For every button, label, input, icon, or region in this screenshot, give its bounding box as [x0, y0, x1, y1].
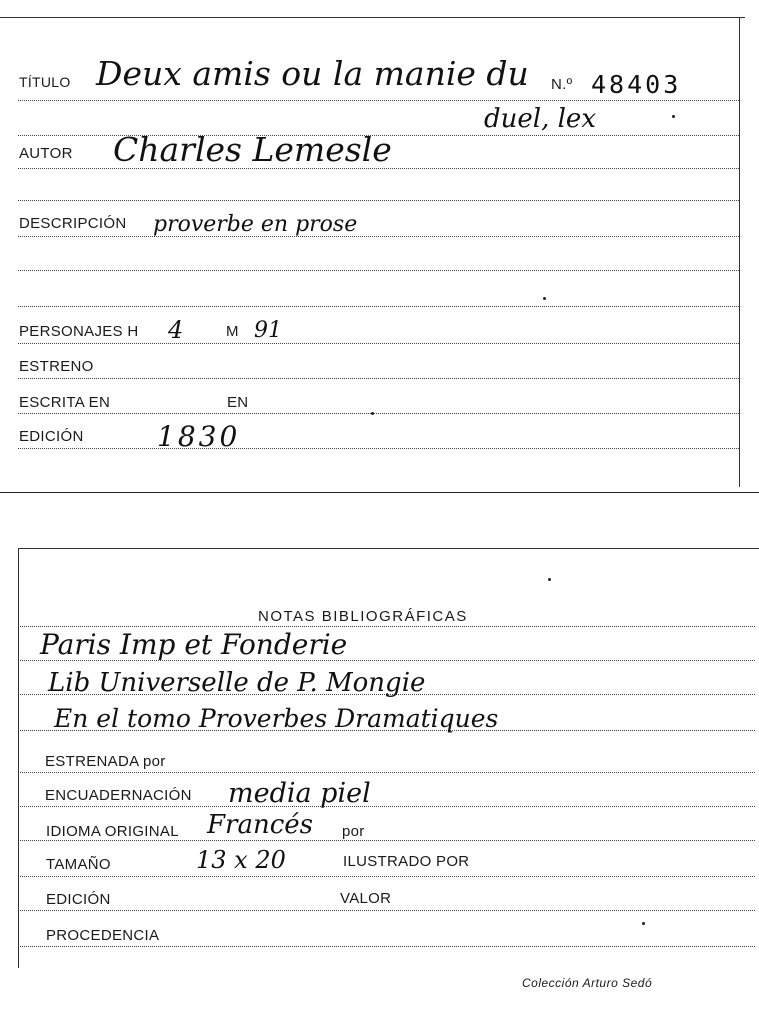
ilustrado-label: ILUSTRADO POR	[343, 853, 470, 870]
autor-value: Charles Lemesle	[113, 130, 392, 169]
encuadernacion-rule	[20, 806, 755, 807]
edicion-rule	[18, 448, 739, 449]
autor-label: AUTOR	[19, 145, 73, 162]
catalog-card-front	[0, 0, 759, 493]
estrenada-rule	[20, 772, 755, 773]
numero-value: 48403	[591, 70, 682, 99]
idioma-value: Francés	[207, 810, 314, 840]
procedencia-rule	[20, 946, 755, 947]
descripcion-rule-3	[18, 306, 739, 307]
ink-speck	[642, 922, 645, 925]
titulo-label: TÍTULO	[19, 74, 71, 90]
titulo-value-line1: Deux amis ou la manie du	[96, 54, 529, 93]
escrita-rule	[18, 413, 739, 414]
edicion-label: EDICIÓN	[46, 891, 111, 908]
hombres-value: 4	[168, 316, 184, 344]
tamano-label: TAMAÑO	[46, 856, 111, 873]
ink-speck	[548, 578, 551, 581]
collection-footer: Colección Arturo Sedó	[522, 976, 653, 990]
descripcion-value: proverbe en prose	[153, 212, 358, 237]
mujeres-label: M	[226, 323, 239, 340]
notes-rule	[20, 626, 755, 627]
procedencia-label: PROCEDENCIA	[46, 927, 160, 944]
ink-speck	[371, 412, 374, 415]
edicion-rule	[20, 910, 755, 911]
note-line-1: Paris Imp et Fonderie	[40, 628, 348, 661]
personajes-rule	[18, 343, 739, 344]
tamano-rule	[20, 876, 755, 877]
titulo-value-line2: duel, lex	[484, 104, 596, 134]
numero-label: N.º	[551, 76, 573, 93]
valor-label: VALOR	[340, 890, 392, 907]
descripcion-rule-2	[18, 270, 739, 271]
estreno-rule	[18, 378, 739, 379]
edicion-value: 1830	[157, 420, 241, 453]
idioma-rule	[20, 840, 755, 841]
estreno-label: ESTRENO	[19, 358, 94, 375]
personajes-label: PERSONAJES H	[19, 323, 139, 340]
en-label: EN	[227, 394, 249, 411]
note-line-3: En el tomo Proverbes Dramatiques	[54, 704, 499, 733]
tamano-value: 13 x 20	[196, 846, 286, 874]
descripcion-label: DESCRIPCIÓN	[19, 215, 127, 232]
catalog-card-back	[0, 540, 759, 1028]
titulo-rule	[18, 100, 739, 101]
encuadernacion-label: ENCUADERNACIÓN	[45, 787, 192, 804]
card-top-edge	[0, 17, 745, 18]
edicion-label: EDICIÓN	[19, 428, 84, 445]
estrenada-label: ESTRENADA por	[45, 753, 166, 770]
encuadernacion-value: media piel	[228, 778, 371, 809]
descripcion-rule	[18, 236, 739, 237]
card-top-edge	[18, 548, 759, 549]
escrita-en-label: ESCRITA EN	[19, 394, 111, 411]
ink-speck	[672, 115, 675, 118]
notas-heading: NOTAS BIBLIOGRÁFICAS	[258, 608, 468, 625]
ink-speck	[543, 297, 546, 300]
por-label: por	[342, 823, 365, 840]
card-right-edge	[739, 17, 740, 487]
mujeres-value: 91	[254, 318, 282, 343]
card-left-edge	[18, 548, 19, 968]
blank-rule	[18, 200, 739, 201]
note-line-2: Lib Universelle de P. Mongie	[48, 668, 426, 698]
idioma-label: IDIOMA ORIGINAL	[46, 823, 179, 840]
